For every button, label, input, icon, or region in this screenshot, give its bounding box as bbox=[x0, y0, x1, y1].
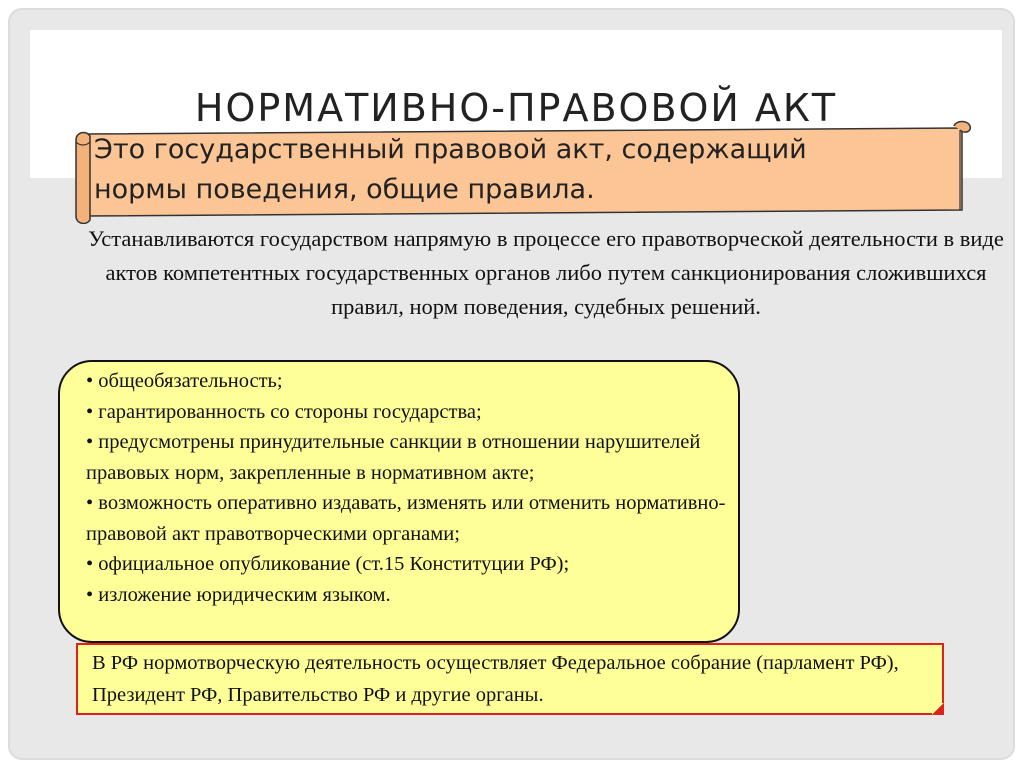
definition-scroll-banner bbox=[72, 120, 972, 224]
feature-item: • возможность оперативно издавать, изменять или отменить нормативно-правовой акт правотворческими органами; bbox=[86, 492, 726, 545]
feature-item: • гарантированность со стороны государства; bbox=[86, 400, 482, 423]
feature-item: • изложение юридическим языком. bbox=[86, 583, 391, 606]
definition-line-2: нормы поведения, общие правила. bbox=[94, 174, 595, 205]
features-box bbox=[58, 360, 740, 643]
feature-item: • официальное опубликование (ст.15 Конституции РФ); bbox=[86, 553, 570, 575]
definition-line-1: Это государственный правовой акт, содержащий bbox=[94, 134, 807, 165]
note-box bbox=[76, 643, 944, 715]
feature-item: • общеобязательность; bbox=[86, 370, 283, 392]
slide-title: НОРМАТИВНО-ПРАВОВОЙ АКТ bbox=[194, 86, 838, 130]
folded-corner bbox=[932, 703, 944, 715]
establishment-paragraph: Устанавливаются государством напрямую в процессе его правотворческой деятельности в виде актов компетентных государственных органов либо путем санкционирования сложившихся правил, норм поведения, судебных решений. bbox=[88, 226, 1004, 319]
feature-item: • предусмотрены принудительные санкции в отношении нарушителей правовых норм, закрепленные в нормативном акте; bbox=[86, 431, 701, 484]
note-text: В РФ нормотворческую деятельность осуществляет Федеральное собрание (парламент РФ), Президент РФ, Правительство РФ и другие органы. bbox=[92, 652, 899, 706]
features-list bbox=[86, 366, 746, 610]
definition-text bbox=[94, 130, 954, 210]
